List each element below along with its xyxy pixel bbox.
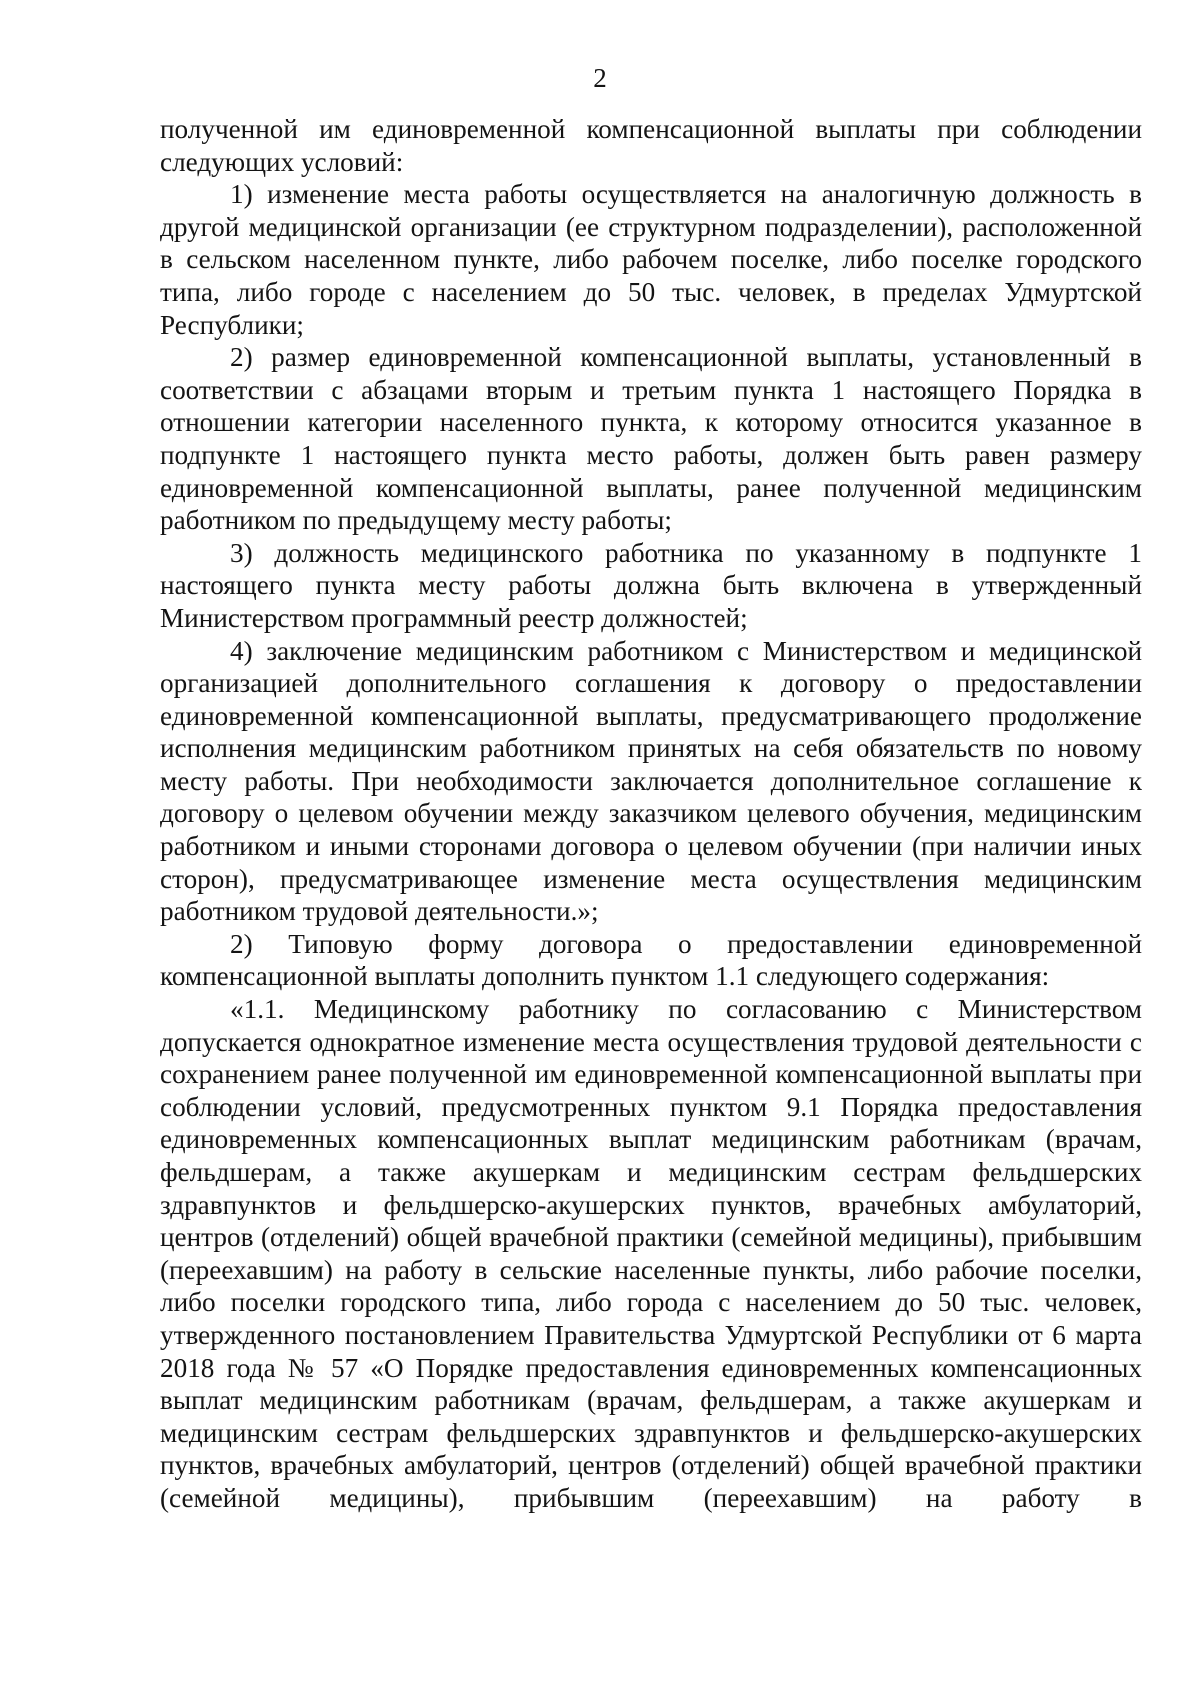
- document-body: [160, 113, 1142, 1515]
- paragraph-4: 3) должность медицинского работника по указанному в подпункте 1 настоящего пункта месту работы должна быть включена в утвержденный Министерством программный реестр должностей;: [160, 537, 1142, 633]
- paragraph-1: полученной им единовременной компенсационной выплаты при соблюдении следующих условий:: [160, 114, 1142, 177]
- paragraph-3: 2) размер единовременной компенсационной выплаты, установленный в соответствии с абзацами вторым и третьим пункта 1 настоящего Порядка в отношении категории населенного пункта, к которому относится указанное в подпункте 1 настоящего пункта место работы, должен быть равен размеру единовременной компенсационной выплаты, ранее полученной медицинским работником по предыдущему месту работы;: [160, 342, 1142, 536]
- paragraph-5: 4) заключение медицинским работником с Министерством и медицинской организацией дополнительного соглашения к договору о предоставлении единовременной компенсационной выплаты, предусматривающего продолжение исполнения медицинским работником принятых на себя обязательств по новому месту работы. При необходимости заключается дополнительное соглашение к договору о целевом обучении между заказчиком целевого обучения, медицинским работником и иными сторонами договора о целевом обучении (при наличии иных сторон), предусматривающее изменение места осуществления медицинским работником трудовой деятельности.»;: [160, 635, 1142, 927]
- paragraph-7: «1.1. Медицинскому работнику по согласованию с Министерством допускается однократное изменение места осуществления трудовой деятельности с сохранением ранее полученной им единовременной компенсационной выплаты при соблюдении условий, предусмотренных пунктом 9.1 Порядка предоставления единовременных компенсационных выплат медицинским работникам (врачам, фельдшерам, а также акушеркам и медицинским сестрам фельдшерских здравпунктов и фельдшерско-акушерских пунктов, врачебных амбулаторий, центров (отделений) общей врачебной практики (семейной медицины), прибывшим (переехавшим) на работу в сельские населенные пункты, либо рабочие поселки, либо поселки городского типа, либо города с населением до 50 тыс. человек, утвержденного постановлением Правительства Удмуртской Республики от 6 марта 2018 года № 57 «О Порядке предоставления единовременных компенсационных выплат медицинским работникам (врачам, фельдшерам, а также акушеркам и медицинским сестрам фельдшерских здравпунктов и фельдшерско-акушерских пунктов, врачебных амбулаторий, центров (отделений) общей врачебной практики (семейной медицины), прибывшим (переехавшим) на работу в: [160, 994, 1142, 1513]
- paragraph-2: 1) изменение места работы осуществляется на аналогичную должность в другой медицинской организации (ее структурном подразделении), расположенной в сельском населенном пункте, либо рабочем поселке, либо поселке городского типа, либо городе с населением до 50 тыс. человек, в пределах Удмуртской Республики;: [160, 179, 1142, 340]
- page-number: 2: [593, 63, 607, 93]
- paragraph-6: 2) Типовую форму договора о предоставлении единовременной компенсационной выплаты дополнить пунктом 1.1 следующего содержания:: [160, 928, 1142, 992]
